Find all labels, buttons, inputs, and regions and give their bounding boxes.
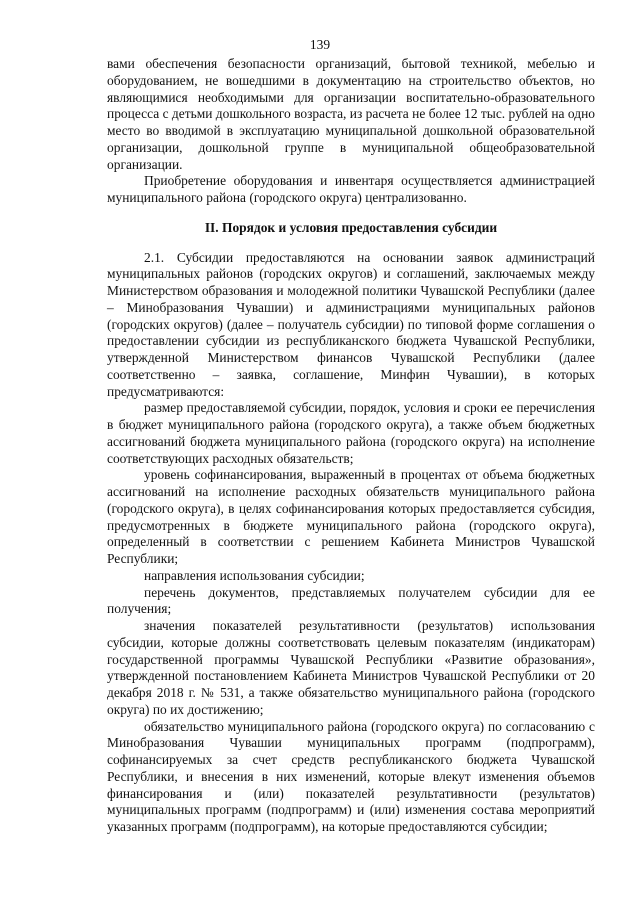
section-heading: II. Порядок и условия предоставления субсидии (204, 219, 498, 235)
paragraph: вами обеспечения безопасности организаций, бытовой техникой, мебелью и оборудованием, не вошедшими в документацию на строительство объектов, но являющимися необходимыми для организации воспитательно-образовательного процесса с детьми дошкольного возраста, из расчета не более 12 тыс. рублей на одно место во вводимой в эксплуатацию муниципальной дошкольной образовательной организации, дошкольной группе в муниципальной общеобразовательной организации. (107, 56, 595, 172)
paragraph: обязательство муниципального района (городского округа) по согласованию с Минобразования Чувашии муниципальных программ (подпрограмм), софинансируемых за счет средств республиканского бюджета Чувашской Республики, и внесения в них изменений, которые влекут изменения объемов финансирования и (или) показателей результативности (результатов) муниципальных программ (подпрограмм) и (или) изменения состава мероприятий указанных программ (подпрограмм), на которые предоставляются субсидии; (107, 718, 595, 834)
document-body (107, 56, 595, 836)
paragraph: Приобретение оборудования и инвентаря осуществляется администрацией муниципального района (городского округа) централизованно. (107, 173, 595, 205)
paragraph: перечень документов, представляемых получателем субсидии для ее получения; (107, 584, 595, 617)
paragraph: значения показателей результативности (результатов) использования субсидии, которые должны соответствовать целевым показателям (индикаторам) государственной программы Чувашской Республики «Развитие образования», утвержденной постановлением Кабинета Министров Чувашской Республики от 20 декабря 2018 г. № 531, а также обязательство муниципального района (городского округа) по их достижению; (107, 618, 595, 717)
paragraph: уровень софинансирования, выраженный в процентах от объема бюджетных ассигнований на исполнение расходных обязательств муниципального района (городского округа), в целях софинансирования которых предоставляется субсидия, предусмотренных в бюджете муниципального района (городского округа), определенный в соответствии с решением Кабинета Министров Чувашской Республики; (107, 467, 595, 566)
section-paragraphs (107, 250, 595, 836)
paragraph: 2.1. Субсидии предоставляются на основании заявок администраций муниципальных районов (городских округов) и соглашений, заключаемых между Министерством образования и молодежной политики Чувашской Республики (далее – Минобразования Чувашии) и администрациями муниципальных районов (городских округов) (далее – получатель субсидии) по типовой форме соглашения о предоставлении субсидии из республиканского бюджета Чувашской Республики, утвержденной Министерством финансов Чувашской Республики (далее соответственно – заявка, соглашение, Минфин Чувашии), в которых предусматриваются: (107, 249, 595, 399)
paragraph: направления использования субсидии; (144, 567, 365, 583)
page-number: 139 (309, 37, 331, 52)
intro-paragraphs (107, 56, 595, 207)
paragraph: размер предоставляемой субсидии, порядок, условия и сроки ее перечисления в бюджет муниципального района (городского округа), а также объем бюджетных ассигнований бюджета муниципального района (городского округа) на исполнение соответствующих расходных обязательств; (107, 400, 595, 466)
